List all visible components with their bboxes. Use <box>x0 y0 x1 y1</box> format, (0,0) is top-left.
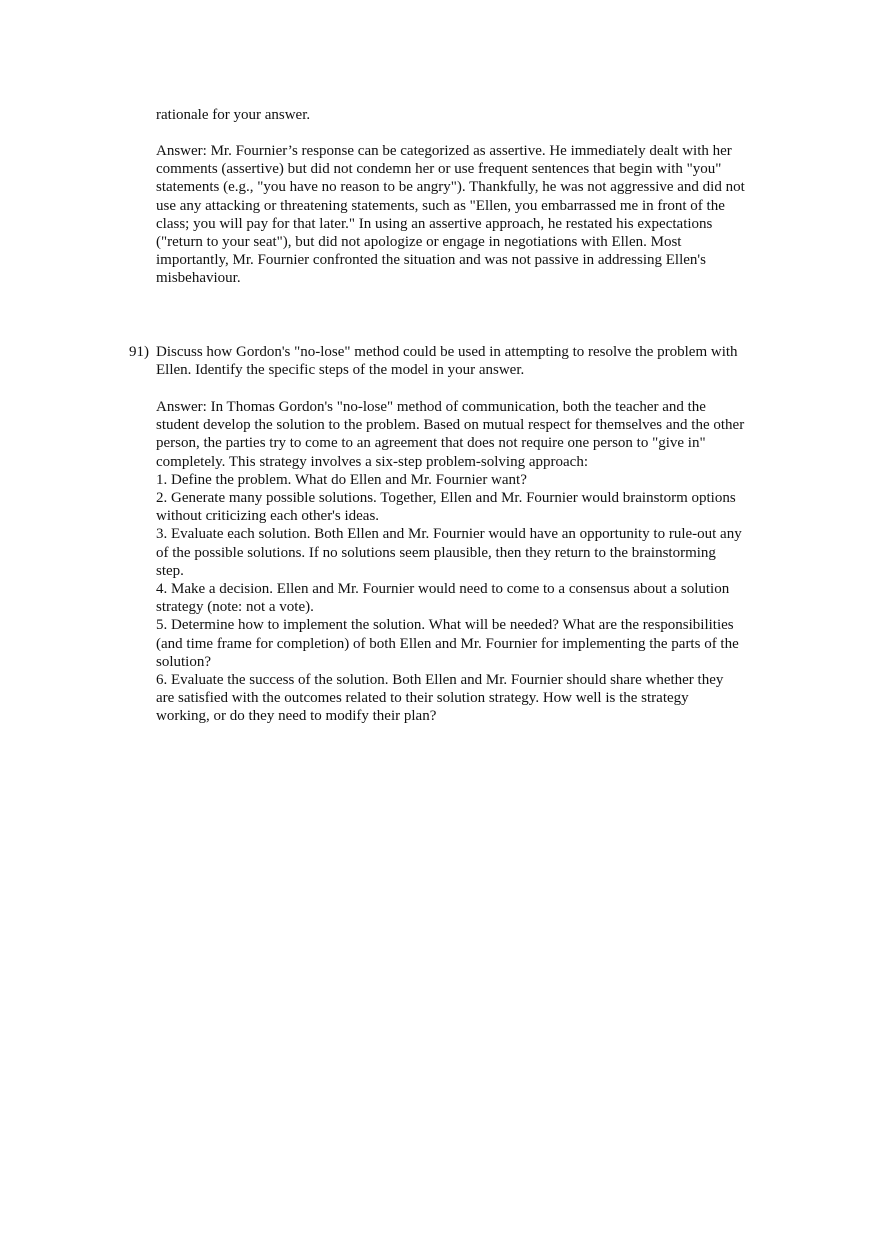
answer-line: Answer: In Thomas Gordon's "no-lose" method of communication, both the teacher and the <box>156 399 706 415</box>
step-line: 1. Define the problem. What do Ellen and Mr. Fournier want? <box>156 471 527 488</box>
step-line: without criticizing each other's ideas. <box>156 508 380 525</box>
answer-line: completely. This strategy involves a six-step problem-solving approach: <box>156 453 588 470</box>
step-line: working, or do they need to modify their plan? <box>156 708 437 725</box>
step-line: 2. Generate many possible solutions. Together, Ellen and Mr. Fournier would brainstorm options <box>156 490 736 507</box>
step-line: of the possible solutions. If no solutions seem plausible, then they return to the brainstorming <box>156 544 716 561</box>
question-91-text <box>156 343 796 379</box>
answer-90 <box>156 142 796 288</box>
step-line: solution? <box>156 653 211 670</box>
answer-line: importantly, Mr. Fournier confronted the situation and was not passive in addressing Ellen's <box>156 252 706 269</box>
question-line: Ellen. Identify the specific steps of the model in your answer. <box>156 362 525 379</box>
step-line: (and time frame for completion) of both Ellen and Mr. Fournier for implementing the parts of the <box>156 635 739 652</box>
question-number: 91) <box>129 344 149 360</box>
answer-line: misbehaviour. <box>156 270 241 287</box>
answer-line: ("return to your seat"), but did not apologize or engage in negotiations with Ellen. Most <box>156 234 682 251</box>
step-line: strategy (note: not a vote). <box>156 599 314 616</box>
answer-91 <box>156 398 796 726</box>
answer-line: student develop the solution to the problem. Based on mutual respect for themselves and the other <box>156 417 745 434</box>
step-line: 4. Make a decision. Ellen and Mr. Fournier would need to come to a consensus about a solution <box>156 581 730 598</box>
answer-line: person, the parties try to come to an agreement that does not require one person to "give in" <box>156 435 706 452</box>
step-line: 3. Evaluate each solution. Both Ellen and Mr. Fournier would have an opportunity to rule-out any <box>156 526 742 543</box>
step-line: 5. Determine how to implement the solution. What will be needed? What are the responsibilities <box>156 617 734 634</box>
step-line: are satisfied with the outcomes related to their solution strategy. How well is the strategy <box>156 690 689 707</box>
step-line: 6. Evaluate the success of the solution. Both Ellen and Mr. Fournier should share whether they <box>156 672 724 689</box>
step-line: step. <box>156 562 184 579</box>
answer-line: statements (e.g., "you have no reason to be angry"). Thankfully, he was not aggressive and did not <box>156 179 745 196</box>
question-line: Discuss how Gordon's "no-lose" method could be used in attempting to resolve the problem with <box>156 344 738 360</box>
answer-line: comments (assertive) but did not condemn her or use frequent sentences that begin with "you" <box>156 161 722 178</box>
previous-question-continuation: rationale for your answer. <box>156 107 311 123</box>
answer-line: Answer: Mr. Fournier’s response can be categorized as assertive. He immediately dealt with her <box>156 143 732 159</box>
answer-line: use any attacking or threatening statements, such as "Ellen, you embarrassed me in front of the <box>156 197 725 214</box>
answer-line: class; you will pay for that later." In using an assertive approach, he restated his expectations <box>156 215 713 232</box>
